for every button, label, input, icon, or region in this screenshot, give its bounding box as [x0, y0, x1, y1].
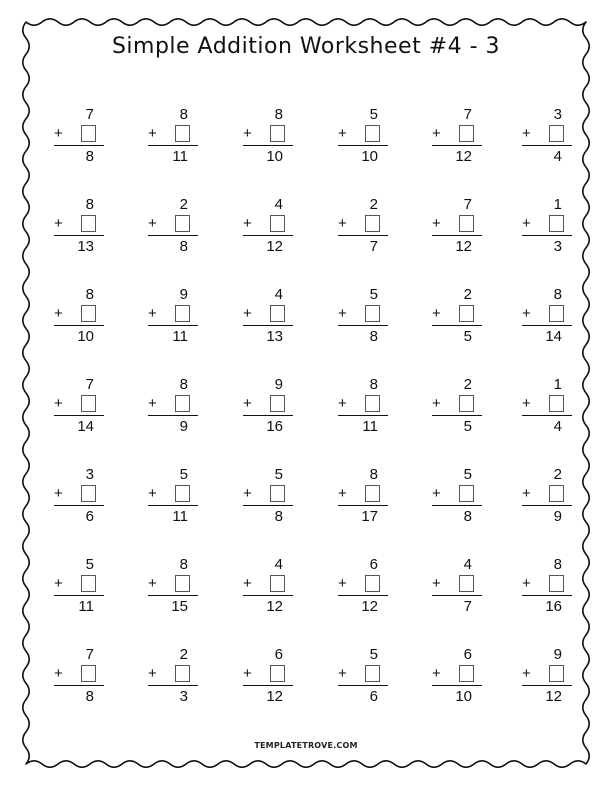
answer-blank[interactable]	[270, 215, 285, 232]
addition-problem	[243, 556, 293, 616]
plus-sign: +	[338, 575, 347, 592]
sum-line	[243, 235, 293, 236]
addend-number: 9	[274, 376, 283, 393]
addend-number: 9	[553, 646, 562, 663]
plus-sign: +	[338, 305, 347, 322]
plus-sign: +	[432, 665, 441, 682]
sum-line	[522, 145, 572, 146]
answer-blank[interactable]	[459, 305, 474, 322]
sum-number: 13	[77, 238, 94, 255]
sum-number: 11	[172, 328, 188, 345]
sum-number: 12	[266, 598, 283, 615]
addition-problem	[338, 556, 388, 616]
plus-sign: +	[338, 125, 347, 142]
addition-problem	[338, 286, 388, 346]
addend-number: 4	[274, 556, 283, 573]
addend-number: 8	[85, 196, 94, 213]
answer-blank[interactable]	[81, 125, 96, 142]
sum-line	[522, 595, 572, 596]
sum-number: 6	[85, 508, 94, 525]
addend-number: 8	[553, 286, 562, 303]
plus-sign: +	[522, 575, 531, 592]
plus-sign: +	[243, 575, 252, 592]
plus-sign: +	[148, 395, 157, 412]
sum-line	[54, 595, 104, 596]
addition-problem	[522, 106, 572, 166]
addition-problem	[243, 286, 293, 346]
plus-sign: +	[522, 485, 531, 502]
addition-problem	[54, 106, 104, 166]
plus-sign: +	[148, 665, 157, 682]
worksheet-title: Simple Addition Worksheet #4 - 3	[111, 34, 501, 59]
plus-sign: +	[54, 125, 63, 142]
addition-problem	[54, 466, 104, 526]
addend-number: 4	[274, 196, 283, 213]
footer-brand: TEMPLATETROVE.COM	[254, 741, 358, 750]
addend-number: 8	[85, 286, 94, 303]
plus-sign: +	[432, 125, 441, 142]
sum-line	[243, 505, 293, 506]
plus-sign: +	[522, 665, 531, 682]
answer-blank[interactable]	[459, 125, 474, 142]
addend-number: 2	[369, 196, 378, 213]
sum-number: 9	[553, 508, 562, 525]
addend-number: 8	[369, 376, 378, 393]
sum-line	[338, 595, 388, 596]
addend-number: 5	[369, 646, 378, 663]
sum-number: 4	[553, 148, 562, 165]
addend-number: 5	[85, 556, 94, 573]
addition-problem	[243, 106, 293, 166]
sum-number: 10	[455, 688, 472, 705]
sum-number: 4	[553, 418, 562, 435]
addend-number: 7	[463, 196, 472, 213]
sum-line	[338, 235, 388, 236]
addend-number: 8	[274, 106, 283, 123]
addition-problem	[432, 196, 482, 256]
sum-number: 10	[77, 328, 94, 345]
addition-problem	[148, 466, 198, 526]
sum-line	[148, 325, 198, 326]
answer-blank[interactable]	[549, 575, 564, 592]
plus-sign: +	[338, 665, 347, 682]
sum-line	[432, 235, 482, 236]
addition-problem	[148, 286, 198, 346]
sum-line	[148, 145, 198, 146]
addition-problem	[243, 376, 293, 436]
answer-blank[interactable]	[549, 125, 564, 142]
answer-blank[interactable]	[81, 665, 96, 682]
addend-number: 2	[179, 196, 188, 213]
addition-problem	[243, 466, 293, 526]
addend-number: 6	[274, 646, 283, 663]
answer-blank[interactable]	[270, 665, 285, 682]
sum-number: 12	[545, 688, 562, 705]
addition-problem	[243, 196, 293, 256]
sum-number: 8	[179, 238, 188, 255]
addend-number: 6	[369, 556, 378, 573]
sum-number: 9	[179, 418, 188, 435]
sum-number: 8	[85, 688, 94, 705]
sum-line	[522, 415, 572, 416]
addend-number: 2	[463, 286, 472, 303]
sum-line	[338, 415, 388, 416]
sum-number: 12	[455, 148, 472, 165]
answer-blank[interactable]	[175, 305, 190, 322]
sum-number: 12	[361, 598, 378, 615]
addition-problem	[148, 106, 198, 166]
answer-blank[interactable]	[365, 215, 380, 232]
answer-blank[interactable]	[459, 575, 474, 592]
sum-line	[243, 415, 293, 416]
addend-number: 1	[553, 376, 562, 393]
sum-line	[432, 415, 482, 416]
sum-line	[338, 325, 388, 326]
addition-problem	[54, 556, 104, 616]
sum-number: 7	[463, 598, 472, 615]
plus-sign: +	[338, 215, 347, 232]
addition-problem	[432, 646, 482, 706]
addition-problem	[432, 556, 482, 616]
addend-number: 7	[463, 106, 472, 123]
plus-sign: +	[148, 485, 157, 502]
plus-sign: +	[243, 125, 252, 142]
sum-line	[243, 145, 293, 146]
addition-problem	[338, 466, 388, 526]
plus-sign: +	[54, 575, 63, 592]
sum-number: 8	[463, 508, 472, 525]
addition-problem	[432, 286, 482, 346]
plus-sign: +	[148, 125, 157, 142]
addend-number: 8	[553, 556, 562, 573]
addition-problem	[522, 376, 572, 436]
addition-problem	[338, 376, 388, 436]
answer-blank[interactable]	[81, 305, 96, 322]
answer-blank[interactable]	[365, 485, 380, 502]
addend-number: 9	[179, 286, 188, 303]
answer-blank[interactable]	[81, 215, 96, 232]
addend-number: 7	[85, 646, 94, 663]
answer-blank[interactable]	[365, 125, 380, 142]
answer-blank[interactable]	[270, 575, 285, 592]
plus-sign: +	[522, 125, 531, 142]
plus-sign: +	[243, 485, 252, 502]
sum-number: 8	[85, 148, 94, 165]
answer-blank[interactable]	[459, 395, 474, 412]
plus-sign: +	[243, 665, 252, 682]
addend-number: 8	[369, 466, 378, 483]
sum-number: 3	[179, 688, 188, 705]
addend-number: 8	[179, 556, 188, 573]
answer-blank[interactable]	[175, 485, 190, 502]
answer-blank[interactable]	[270, 305, 285, 322]
addend-number: 5	[274, 466, 283, 483]
addend-number: 4	[274, 286, 283, 303]
sum-line	[148, 595, 198, 596]
plus-sign: +	[522, 305, 531, 322]
sum-line	[54, 415, 104, 416]
answer-blank[interactable]	[175, 575, 190, 592]
answer-blank[interactable]	[365, 575, 380, 592]
sum-line	[54, 145, 104, 146]
sum-number: 10	[266, 148, 283, 165]
addition-problem	[432, 106, 482, 166]
addend-number: 5	[179, 466, 188, 483]
addend-number: 4	[463, 556, 472, 573]
sum-line	[522, 505, 572, 506]
answer-blank[interactable]	[270, 485, 285, 502]
plus-sign: +	[54, 215, 63, 232]
sum-number: 14	[77, 418, 94, 435]
plus-sign: +	[432, 485, 441, 502]
sum-number: 7	[369, 238, 378, 255]
plus-sign: +	[432, 215, 441, 232]
plus-sign: +	[243, 215, 252, 232]
sum-line	[522, 235, 572, 236]
answer-blank[interactable]	[365, 305, 380, 322]
sum-line	[243, 685, 293, 686]
addition-problem	[148, 376, 198, 436]
answer-blank[interactable]	[549, 305, 564, 322]
addition-problem	[432, 376, 482, 436]
answer-blank[interactable]	[459, 485, 474, 502]
addition-problem	[243, 646, 293, 706]
addition-problem	[54, 196, 104, 256]
answer-blank[interactable]	[459, 665, 474, 682]
plus-sign: +	[54, 305, 63, 322]
sum-line	[148, 235, 198, 236]
sum-number: 11	[172, 148, 188, 165]
addition-problem	[54, 646, 104, 706]
sum-line	[432, 145, 482, 146]
addend-number: 8	[179, 106, 188, 123]
answer-blank[interactable]	[175, 665, 190, 682]
answer-blank[interactable]	[549, 665, 564, 682]
addition-problem	[148, 556, 198, 616]
answer-blank[interactable]	[459, 215, 474, 232]
addition-problem	[54, 286, 104, 346]
plus-sign: +	[148, 575, 157, 592]
answer-blank[interactable]	[175, 215, 190, 232]
answer-blank[interactable]	[270, 395, 285, 412]
addend-number: 1	[553, 196, 562, 213]
sum-line	[243, 325, 293, 326]
addend-number: 3	[85, 466, 94, 483]
sum-number: 13	[266, 328, 283, 345]
sum-number: 15	[171, 598, 188, 615]
plus-sign: +	[432, 305, 441, 322]
sum-line	[432, 595, 482, 596]
addition-problem	[148, 646, 198, 706]
addition-problem	[432, 466, 482, 526]
addition-problem	[338, 196, 388, 256]
sum-number: 12	[266, 688, 283, 705]
addition-problem	[338, 106, 388, 166]
sum-line	[338, 685, 388, 686]
answer-blank[interactable]	[365, 665, 380, 682]
sum-number: 14	[545, 328, 562, 345]
sum-line	[54, 325, 104, 326]
sum-number: 12	[266, 238, 283, 255]
addend-number: 2	[553, 466, 562, 483]
sum-line	[54, 505, 104, 506]
plus-sign: +	[432, 575, 441, 592]
sum-number: 11	[78, 598, 94, 615]
sum-number: 16	[266, 418, 283, 435]
sum-line	[54, 685, 104, 686]
answer-blank[interactable]	[270, 125, 285, 142]
addition-problem	[522, 466, 572, 526]
addend-number: 8	[179, 376, 188, 393]
sum-line	[54, 235, 104, 236]
plus-sign: +	[338, 485, 347, 502]
plus-sign: +	[522, 395, 531, 412]
plus-sign: +	[338, 395, 347, 412]
sum-line	[522, 325, 572, 326]
plus-sign: +	[243, 305, 252, 322]
sum-number: 17	[361, 508, 378, 525]
sum-line	[243, 595, 293, 596]
answer-blank[interactable]	[549, 485, 564, 502]
addend-number: 3	[553, 106, 562, 123]
sum-number: 5	[463, 328, 472, 345]
sum-number: 11	[362, 418, 378, 435]
plus-sign: +	[243, 395, 252, 412]
plus-sign: +	[54, 485, 63, 502]
addend-number: 5	[369, 106, 378, 123]
sum-line	[338, 505, 388, 506]
sum-number: 11	[172, 508, 188, 525]
answer-blank[interactable]	[81, 485, 96, 502]
sum-number: 8	[274, 508, 283, 525]
addend-number: 6	[463, 646, 472, 663]
answer-blank[interactable]	[365, 395, 380, 412]
sum-line	[432, 505, 482, 506]
addend-number: 2	[179, 646, 188, 663]
answer-blank[interactable]	[81, 575, 96, 592]
addition-problem	[522, 556, 572, 616]
answer-blank[interactable]	[175, 125, 190, 142]
sum-number: 3	[553, 238, 562, 255]
sum-line	[338, 145, 388, 146]
answer-blank[interactable]	[549, 215, 564, 232]
sum-line	[148, 685, 198, 686]
addition-problem	[522, 196, 572, 256]
sum-number: 5	[463, 418, 472, 435]
sum-number: 12	[455, 238, 472, 255]
addition-problem	[54, 376, 104, 436]
sum-number: 8	[369, 328, 378, 345]
plus-sign: +	[54, 665, 63, 682]
addition-problem	[522, 646, 572, 706]
addend-number: 5	[463, 466, 472, 483]
plus-sign: +	[432, 395, 441, 412]
plus-sign: +	[54, 395, 63, 412]
addition-problem	[338, 646, 388, 706]
addend-number: 2	[463, 376, 472, 393]
addend-number: 7	[85, 376, 94, 393]
plus-sign: +	[148, 215, 157, 232]
sum-number: 6	[369, 688, 378, 705]
sum-number: 10	[361, 148, 378, 165]
sum-line	[148, 505, 198, 506]
addition-problem	[522, 286, 572, 346]
addition-problem	[148, 196, 198, 256]
plus-sign: +	[148, 305, 157, 322]
sum-line	[522, 685, 572, 686]
answer-blank[interactable]	[549, 395, 564, 412]
answer-blank[interactable]	[81, 395, 96, 412]
sum-line	[432, 685, 482, 686]
sum-line	[148, 415, 198, 416]
sum-number: 16	[545, 598, 562, 615]
addend-number: 5	[369, 286, 378, 303]
answer-blank[interactable]	[175, 395, 190, 412]
sum-line	[432, 325, 482, 326]
plus-sign: +	[522, 215, 531, 232]
addend-number: 7	[85, 106, 94, 123]
